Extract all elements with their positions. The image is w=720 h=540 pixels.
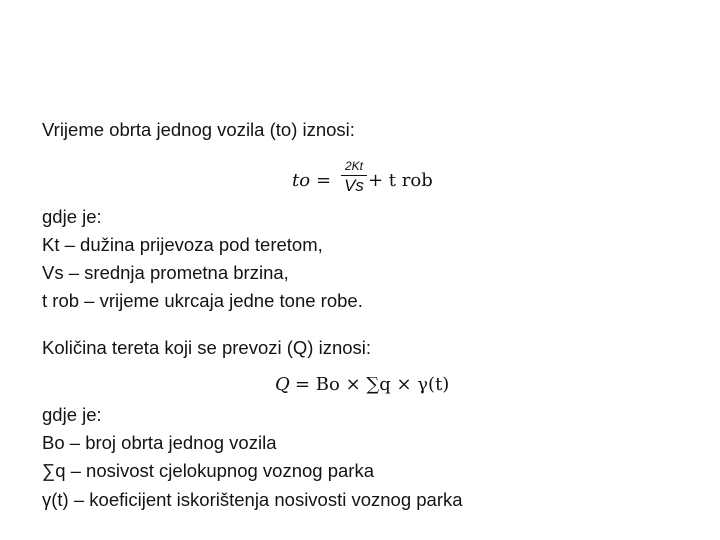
formula-to-numerator: 2Kt [344, 159, 363, 173]
formula-to-denominator: Vs [344, 176, 364, 195]
definition-gamma-t: γ(t) – koeficijent iskorištenja nosivosti voznog parka [42, 489, 463, 510]
formula-to-lhs: to [292, 170, 311, 191]
definition-vs: Vs – srednja prometna brzina, [42, 262, 289, 283]
formula-q-rhs: = Bo × ∑q × γ(t) [295, 374, 450, 395]
definition-kt: Kt – dužina prijevoza pod teretom, [42, 234, 323, 255]
formula-q-lhs: Q [275, 374, 290, 395]
formula-to-equals: = [316, 170, 332, 191]
formula-to-fraction [338, 159, 370, 195]
formula-to-rest: + t rob [368, 170, 433, 191]
intro-q-text: Količina tereta koji se prevozi (Q) iznosi: [42, 337, 372, 358]
definition-sum-q: ∑q – nosivost cjelokupnog voznog parka [42, 460, 375, 481]
definition-bo: Bo – broj obrta jednog vozila [42, 432, 277, 453]
gdje-je-label-2: gdje je: [42, 404, 102, 425]
gdje-je-label-1: gdje je: [42, 206, 102, 227]
intro-to-text: Vrijeme obrta jednog vozila (to) iznosi: [42, 119, 355, 140]
definition-trob: t rob – vrijeme ukrcaja jedne tone robe. [42, 290, 363, 311]
